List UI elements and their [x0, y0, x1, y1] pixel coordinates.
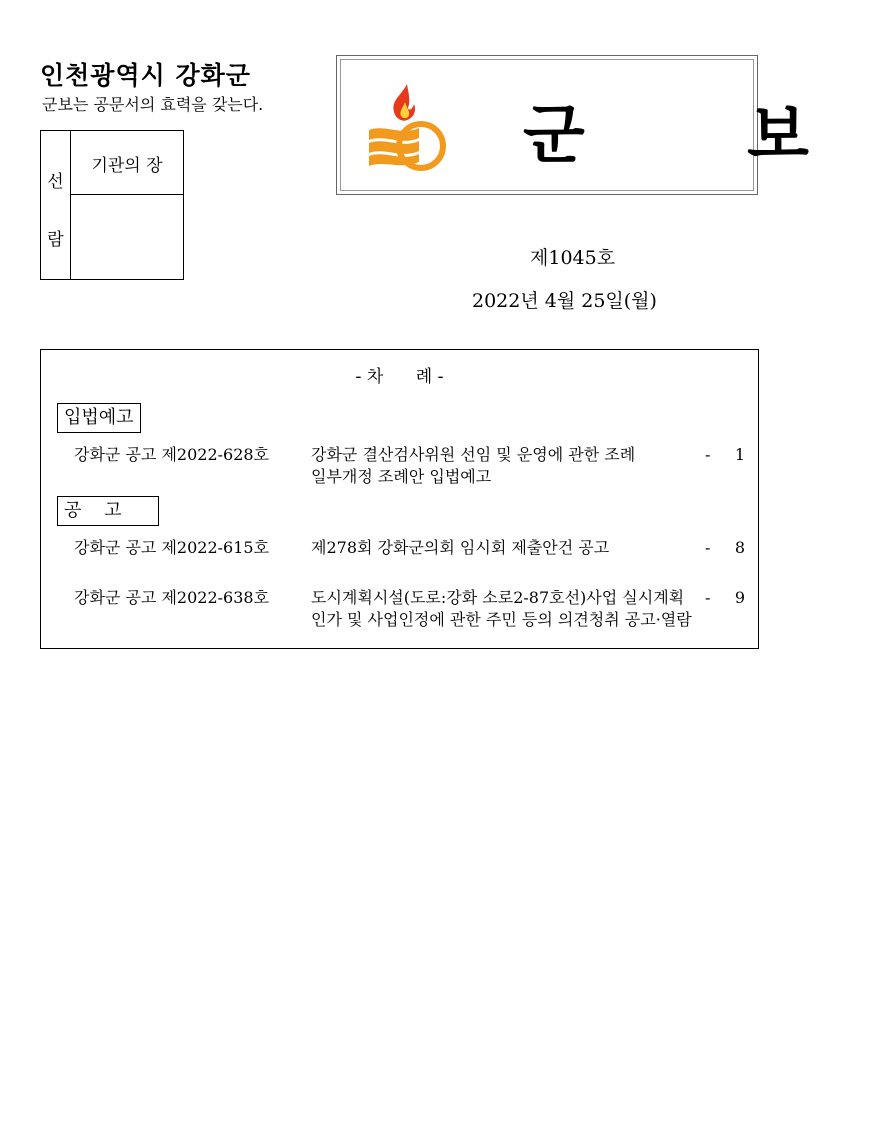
toc-heading: - 차 례 -	[355, 367, 444, 387]
flame-emblem-icon	[361, 80, 453, 172]
entry-line: 강화군 결산검사위원 선임 및 운영에 관한 조례	[311, 445, 636, 464]
approval-side	[41, 131, 71, 279]
entry-notice-number: 강화군 공고 제2022-638호	[74, 588, 270, 607]
section-label-legislative-notice: 입법예고	[57, 403, 141, 433]
table-of-contents	[40, 349, 759, 649]
approval-head: 기관의 장	[71, 131, 183, 195]
entry-line: 도시계획시설(도로:강화 소로2-87호선)사업 실시계획	[311, 588, 685, 607]
entry-leader: -	[705, 445, 711, 464]
entry-page-number: 9	[734, 588, 745, 607]
entry-line: 일부개정 조례안 입법예고	[311, 467, 492, 486]
issuer-subtitle: 군보는 공문서의 효력을 갖는다.	[42, 95, 264, 114]
issue-number: 제1045호	[530, 247, 616, 269]
entry-description	[311, 537, 706, 559]
entry-page-number: 1	[734, 445, 745, 464]
entry-notice-number: 강화군 공고 제2022-628호	[74, 445, 270, 464]
entry-line: 인가 및 사업인정에 관한 주민 등의 의견청취 공고·열람	[311, 610, 692, 629]
entry-leader: -	[705, 538, 711, 557]
section-label-public-notice: 공 고	[57, 496, 159, 526]
approval-side-bottom: 람	[47, 230, 64, 250]
approval-side-top: 선	[47, 172, 64, 192]
entry-leader: -	[705, 588, 711, 607]
issue-date: 2022년 4월 25일(월)	[472, 290, 657, 312]
entry-description	[311, 444, 706, 488]
entry-notice-number: 강화군 공고 제2022-615호	[74, 538, 270, 557]
entry-line: 제278회 강화군의회 임시회 제출안건 공고	[311, 538, 610, 557]
approval-box	[40, 130, 184, 280]
bulletin-title: 군 보	[523, 99, 879, 173]
title-banner	[336, 55, 879, 195]
entry-description	[311, 587, 706, 631]
issuer-name: 인천광역시 강화군	[40, 61, 251, 90]
entry-page-number: 8	[734, 538, 745, 557]
